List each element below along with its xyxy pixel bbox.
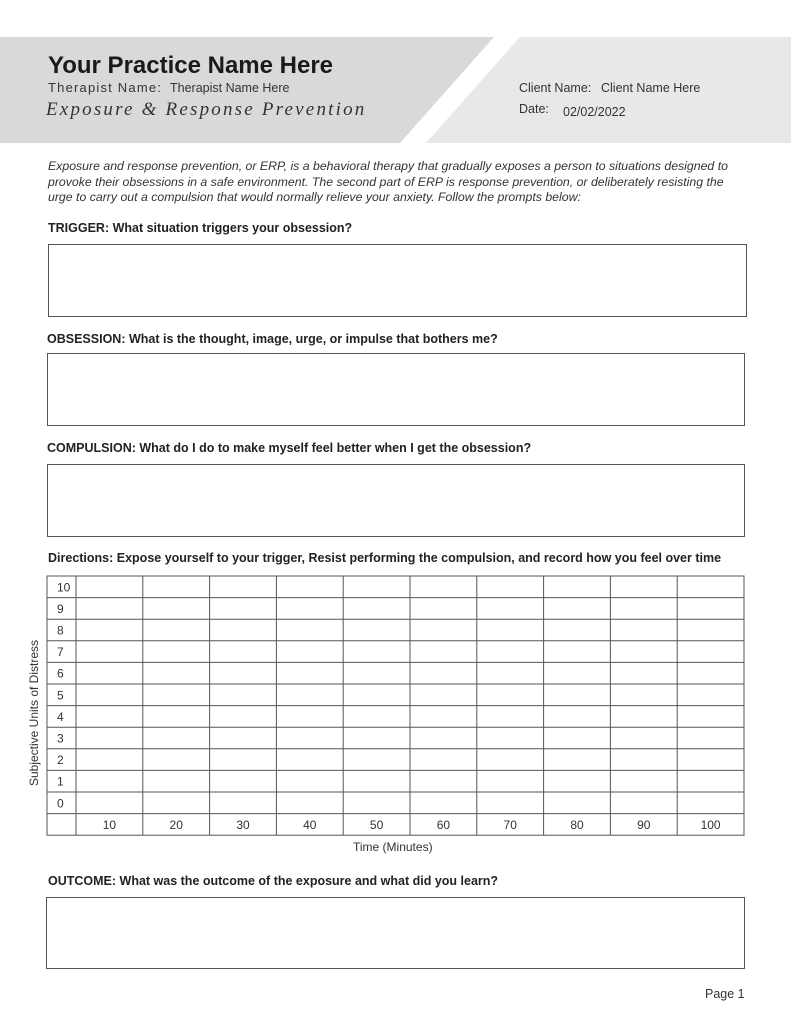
y-tick-label: 5 xyxy=(57,688,64,703)
x-tick-label: 50 xyxy=(369,817,384,832)
obsession-question: OBSESSION: What is the thought, image, urge, or impulse that bothers me? xyxy=(47,332,498,346)
x-tick-label: 90 xyxy=(637,817,651,832)
page-number: Page 1 xyxy=(705,987,745,1001)
x-tick-label: 80 xyxy=(570,817,584,832)
therapist-label: Therapist Name: xyxy=(48,80,163,95)
x-tick-label: 70 xyxy=(503,817,517,832)
client-name-field[interactable]: Client Name Here xyxy=(601,81,701,95)
intro-paragraph: Exposure and response prevention, or ERP, is a behavioral therapy that gradually exposes a person to situations designed to provoke their obsessions in a safe environment. The second part of ERP is response prevention, or deliberately resisting the urge to carry out a compulsion that would normally relieve your anxiety. Follow the prompts below: xyxy=(48,159,728,204)
y-tick-label: 7 xyxy=(57,645,64,660)
y-tick-label: 1 xyxy=(57,774,64,789)
trigger-question: TRIGGER: What situation triggers your obsession? xyxy=(48,221,353,235)
x-axis-label: Time (Minutes) xyxy=(353,840,433,854)
x-tick-label: 20 xyxy=(169,817,183,832)
practice-name: Your Practice Name Here xyxy=(48,52,334,79)
therapist-name[interactable]: Therapist Name Here xyxy=(170,81,290,95)
x-tick-label: 30 xyxy=(236,817,250,832)
outcome-question: OUTCOME: What was the outcome of the exposure and what did you learn? xyxy=(48,874,499,888)
y-tick-label: 8 xyxy=(57,623,64,638)
x-tick-label: 10 xyxy=(102,817,117,832)
outcome-answer-box[interactable] xyxy=(46,897,745,969)
client-name-label: Client Name: xyxy=(519,81,592,95)
y-tick-label: 10 xyxy=(57,580,71,595)
x-tick-label: 60 xyxy=(436,817,451,832)
date-field[interactable]: 02/02/2022 xyxy=(563,105,626,119)
y-tick-label: 2 xyxy=(57,753,64,768)
y-tick-label: 4 xyxy=(57,709,64,724)
document-title: Exposure & Response Prevention xyxy=(46,99,367,120)
y-tick-label: 0 xyxy=(57,796,64,811)
directions-text: Directions: Expose yourself to your trigger, Resist performing the compulsion, and record how you feel over time xyxy=(48,551,722,565)
date-label: Date: xyxy=(519,102,549,116)
y-tick-label: 6 xyxy=(57,666,64,681)
x-tick-label: 100 xyxy=(700,817,721,832)
y-tick-label: 3 xyxy=(57,731,64,746)
compulsion-question: COMPULSION: What do I do to make myself feel better when I get the obsession? xyxy=(47,441,532,455)
y-axis-label: Subjective Units of Distress xyxy=(27,639,41,787)
x-tick-label: 40 xyxy=(303,817,317,832)
y-tick-label: 9 xyxy=(57,601,64,616)
